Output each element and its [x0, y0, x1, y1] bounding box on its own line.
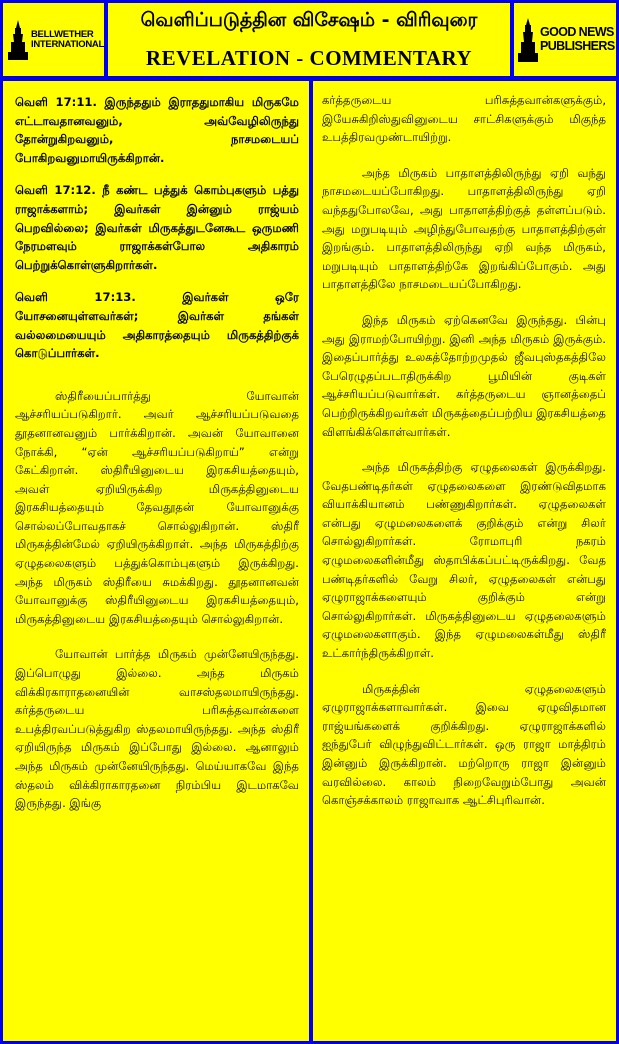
commentary-paragraph: இந்த மிருகம் ஏற்கெனவே இருந்தது. பின்பு அது இராமற்போயிற்று. இனி அந்த மிருகம் இருக்கும். இதைப்பார்த்து உலகத்தோற்றமுதல் ஜீவபுஸ்தகத்திலே பேரெழுதப்படாதிருக்கிற பூமியின் குடிகள் ஆச்சரியப்படுவார்கள். கர்த்தருடைய ஞானத்தைப் பெற்றிருக்கிறவர்கள் மிருகத்தைப்பற்றிய இரகசியத்தை விளங்கிக்கொள்வார்கள்.	[322, 312, 606, 439]
commentary-paragraph: அந்த மிருகத்திற்கு ஏழுதலைகள் இருக்கிறது. வேதபண்டிதர்கள் ஏழுதலைகளை இரண்டுவிதமாக வியாக்கியானம் பண்ணுகிறார்கள். ஏழுதலைகள் என்பது ஏழுமலைகளைக் குறிக்கும் என்று சிலர் சொல்லுகிறார்கள். ரோமாபுரி நகரம் ஏழுமலைகளின்மீது ஸ்தாபிக்கப்பட்டிருக்கிறது. வேத பண்டிதர்களில் வேறு சிலர், ஏழுதலைகள் என்பது ஏழுராஜாக்களையும் குறிக்கும் என்று சொல்லுகிறார்கள். மிருகத்தினுடைய ஏழுதலைகளும் ஏழுமலைகளாகும். இந்த ஏழுமலைகள்மீது ஸ்திரீ உட்கார்ந்திருக்கிறாள்.	[322, 460, 606, 661]
commentary-paragraph: ஸ்திரீயைப்பார்த்து யோவான் ஆச்சரியப்படுகிறார். அவர் ஆச்சரியப்படுவதை தூதனானவனும் பார்க்கிறான். அவன் யோவானை நோக்கி, “ஏன் ஆச்சரியப்படுகிறாய்” என்று கேட்கிறான். ஸ்திரீயினுடைய இரகசியத்தையும், அவள் ஏறியிருக்கிற மிருகத்தினுடைய இரகசியத்தையும் தேவதூதன் யோவானுக்கு சொல்லப்போவதாகச் சொல்லுகிறான். ஸ்திரீ மிருகத்தின்மேல் ஏறியிருக்கிறாள். அந்த மிருகத்திற்கு ஏழுதலைகளும் பத்துக்கொம்புகளும் இருக்கிறது. அந்த மிருகம் ஸ்திரீயை சுமக்கிறது. தூதனானவன் யோவானுக்கு ஸ்திரீயினுடைய இரகசியத்தையும், மிருகத்தினுடைய இரகசியத்தையும் சொல்லுகிறான்.	[15, 388, 299, 626]
logo-left-line1: BELLWETHER	[31, 28, 94, 40]
commentary-paragraph: கர்த்தருடைய பரிசுத்தவான்களுக்கும், இயேசுகிறிஸ்துவினுடைய சாட்சிகளுக்கும் மிகுந்த உபத்திரவமுண்டாயிற்று.	[322, 93, 606, 145]
bell-tower-icon	[7, 20, 29, 60]
verse-17-13: வெளி 17:13. இவர்கள் ஒரே யோசனையுள்ளவர்கள்; இவர்கள் தங்கள் வல்லமையையும் அதிகாரத்தையும் மிருகத்திற்குக் கொடுப்பார்கள்.	[15, 290, 299, 361]
verse-17-12: வெளி 17:12. நீ கண்ட பத்துக் கொம்புகளும் பத்து ராஜாக்களாம்; இவர்கள் இன்னும் ராஜ்யம் பெறவில்லை; இவர்கள் மிருகத்துடனேகூட ஒருமணி நேரமளவும் ராஜாக்கள்போல அதிகாரம் பெற்றுக்கொள்ளுகிறார்கள்.	[15, 183, 299, 272]
commentary-paragraph: மிருகத்தின் ஏழுதலைகளும் ஏழுராஜாக்களாவார்கள். இவை ஏழுவிதமான ராஜ்யங்களைக் குறிக்கிறது. ஏழுராஜாக்களில் ஐந்துபேர் விழுந்துவிட்டார்கள். ஒரு ராஜா மாத்திரம் இன்னும் இருக்கிறான். மற்றொரு ராஜா இன்னும் வரவில்லை. காலம் நிறைவேறும்போது அவன் கொஞ்சக்காலம் ராஜாவாக ஆட்சிபுரிவான்.	[322, 681, 606, 808]
commentary-paragraph: அந்த மிருகம் பாதாளத்திலிருந்து ஏறி வந்து நாசமடையப்போகிறது. பாதாளத்திலிருந்து ஏறி வந்ததுபோலவே, அது பாதாளத்திற்குத் தள்ளப்படும். அது மறுபடியும் அழிந்துபோவதற்கு பாதாளத்திற்குள் இறங்கும். பாதாளத்திலிருந்து ஏறி வந்த மிருகம், மறுபடியும் பாதாளத்திற்கே இறங்கிப்போகும். அது பாதாளத்திலே நாசமடையப்போகிறது.	[322, 165, 606, 292]
tower-icon	[518, 18, 538, 62]
publisher-logo-left	[3, 3, 104, 76]
logo-left-line2: INTERNATIONAL	[31, 38, 104, 50]
logo-right-line1: GOOD NEWS	[540, 25, 614, 40]
publisher-logo-right	[514, 3, 616, 76]
logo-right-line2: PUBLISHERS	[540, 38, 615, 53]
page-title-box	[108, 3, 510, 76]
title-tamil: வெளிப்படுத்தின விசேஷம் - விரிவுரை	[140, 9, 478, 31]
commentary-paragraph: யோவான் பார்த்த மிருகம் முன்னேயிருந்தது. இப்பொழுது இல்லை. அந்த மிருகம் விக்கிரகாராதனையின் வாசஸ்தலமாயிருந்தது. கர்த்தருடைய பரிசுத்தவான்களை உபத்திரவப்படுத்துகிற ஸ்தலமாயிருந்தது. அந்த ஸ்திரீ ஏறியிருந்த மிருகம் இப்போது இல்லை. ஆனாலும் அந்த மிருகம் முன்னேயிருந்தது. மெய்யாகவே இந்த ஸ்தலம் விக்கிராகாரதனை நிரம்பிய இடமாகவே இருந்தது. இங்கு	[15, 647, 299, 811]
title-english: REVELATION - COMMENTARY	[145, 46, 473, 70]
verse-17-11: வெளி 17:11. இருந்ததும் இராததுமாகிய மிருகமே எட்டாவதானவனும், அவ்வேழிலிருந்து தோன்றுகிறவனும், நாசமடையப் போகிறவனுமாயிருக்கிறான்.	[15, 95, 299, 165]
right-column	[313, 81, 616, 1041]
left-column	[3, 81, 309, 1041]
